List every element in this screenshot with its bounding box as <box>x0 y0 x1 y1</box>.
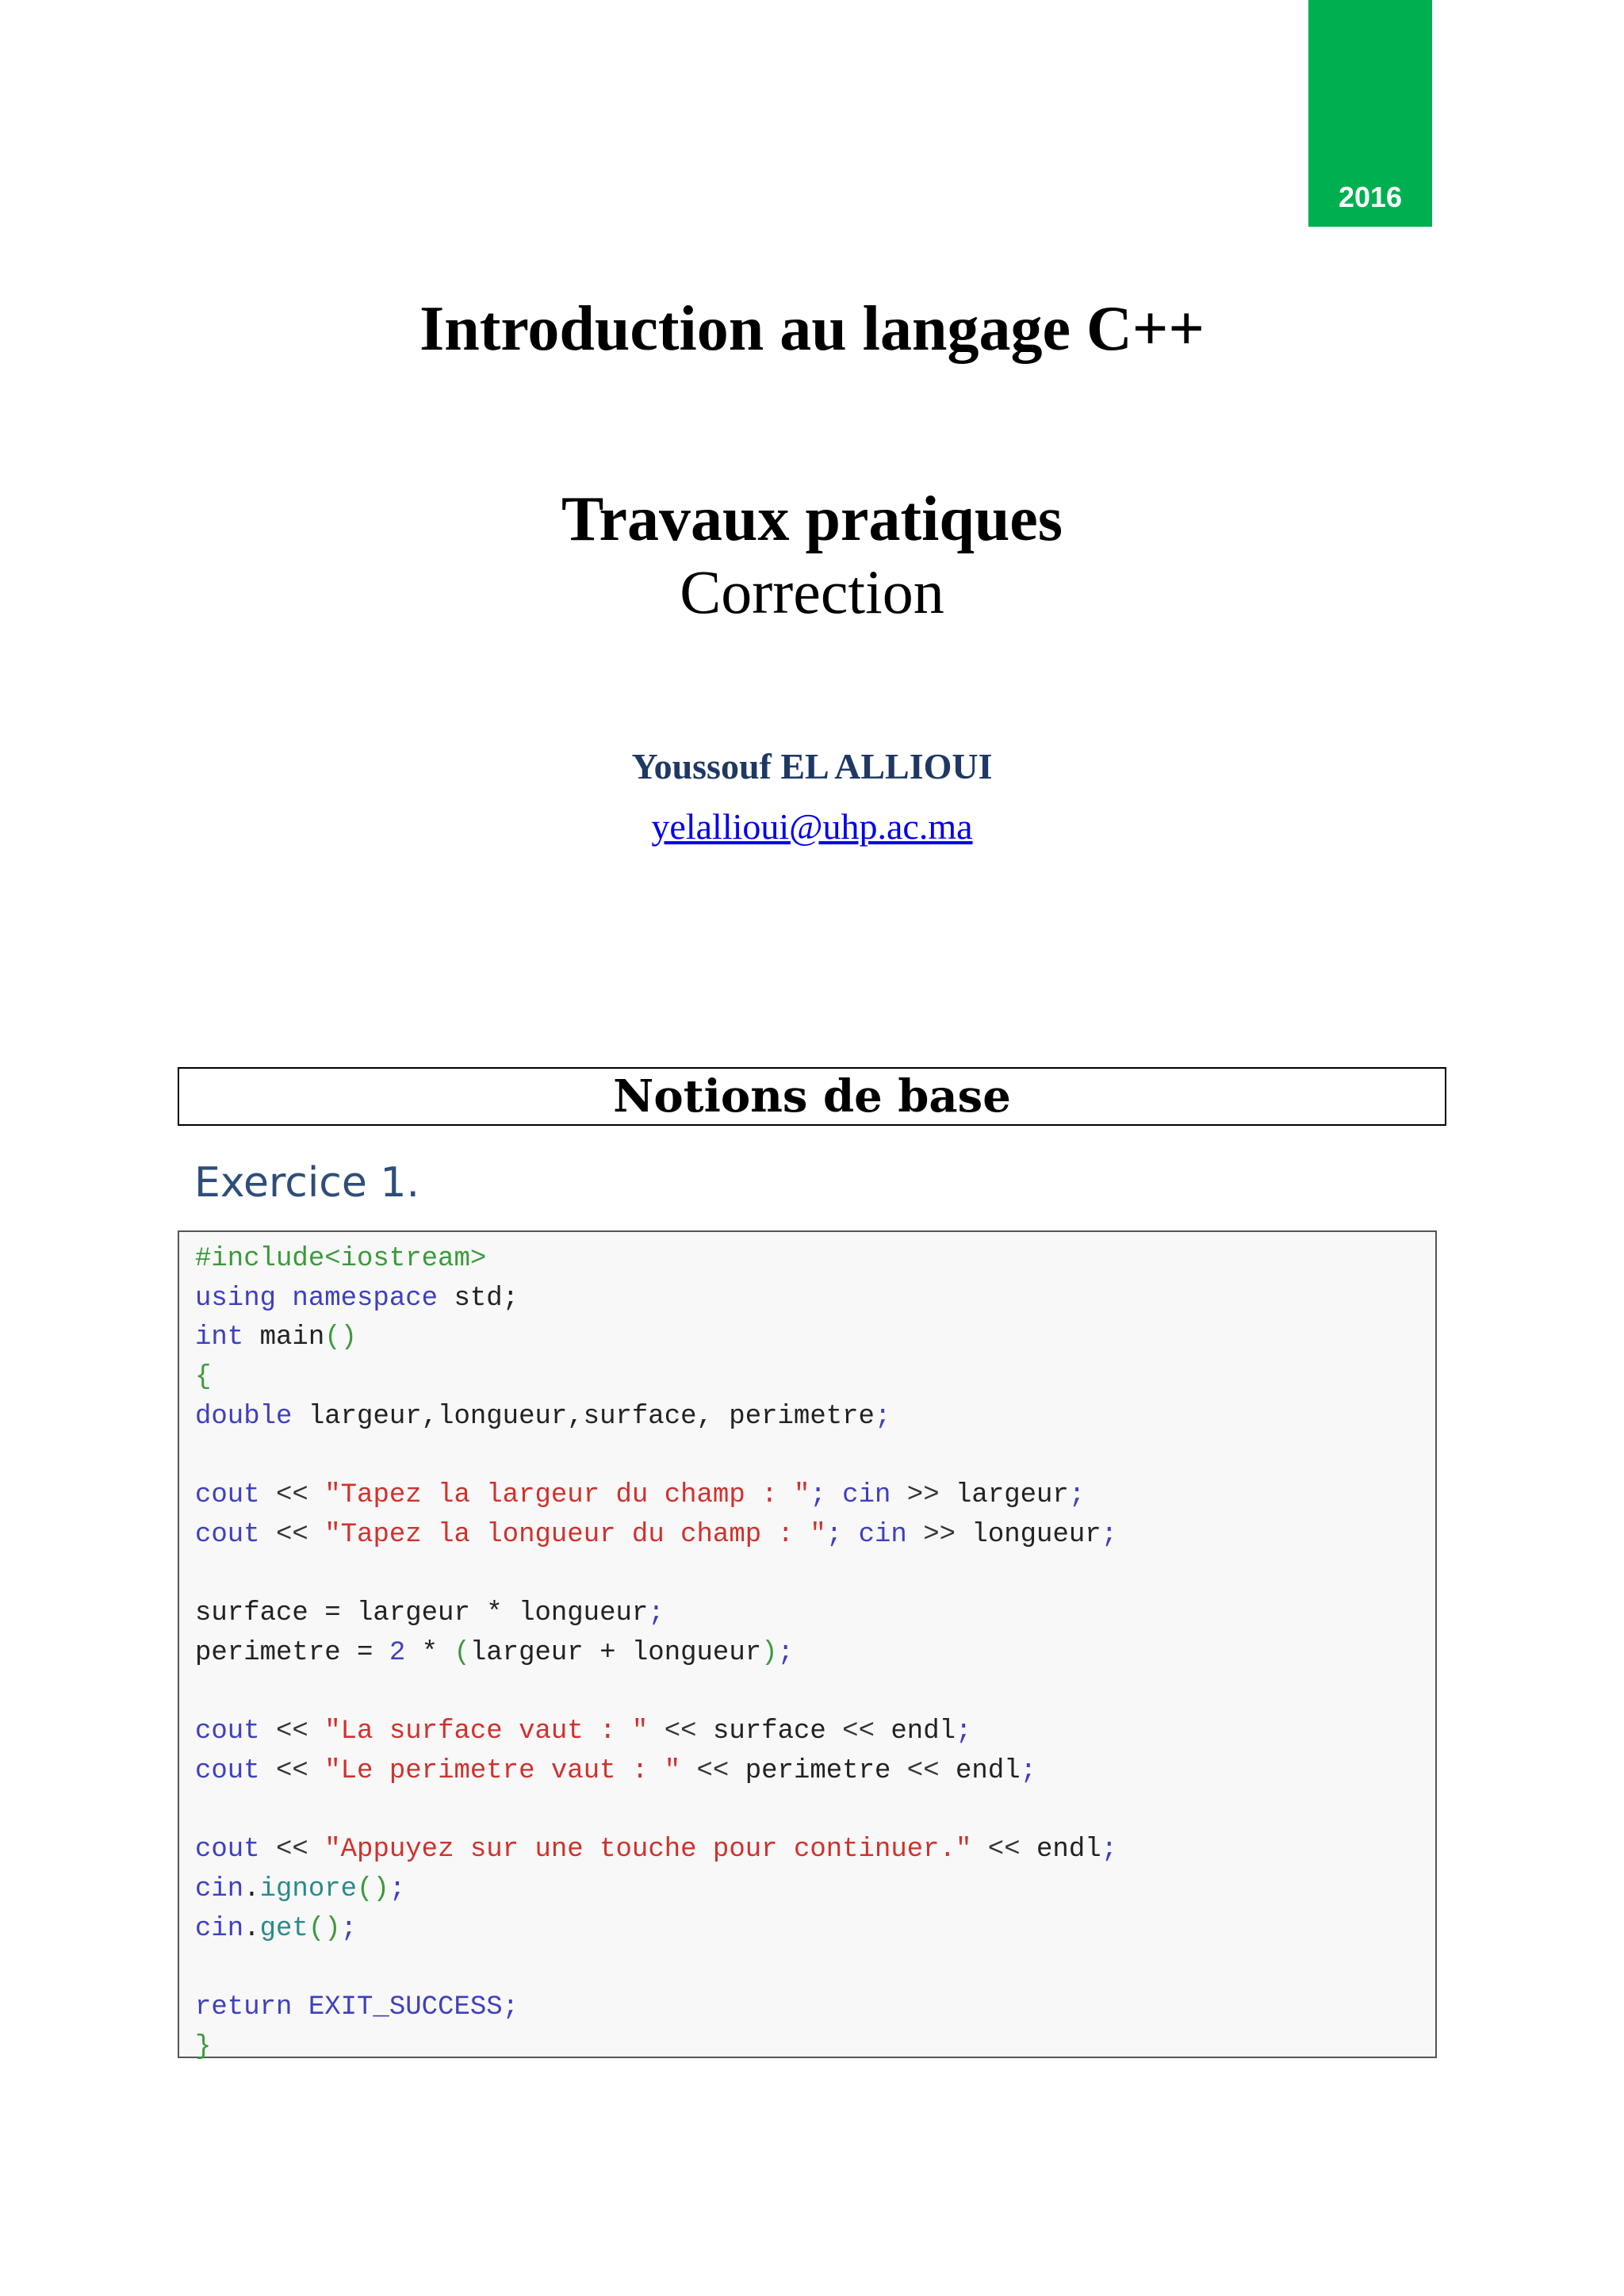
code-token: ignore <box>259 1874 358 1904</box>
code-token: ; <box>389 1874 406 1904</box>
code-token: 2 <box>389 1637 406 1668</box>
author-name: Youssouf EL ALLIOUI <box>631 746 993 786</box>
code-token: cout <box>195 1716 260 1747</box>
code-token: #include<iostream> <box>195 1244 487 1274</box>
code-token: << <box>259 1755 325 1786</box>
code-token: std; <box>438 1283 519 1314</box>
code-line <box>195 1988 1419 2028</box>
code-token: << <box>680 1755 745 1786</box>
code-token: cin <box>842 1480 891 1511</box>
code-token: get <box>259 1913 308 1944</box>
code-token: main <box>243 1322 325 1353</box>
code-token: largeur <box>956 1480 1069 1511</box>
code-line <box>195 1634 1419 1674</box>
code-line-blank <box>195 1556 1419 1595</box>
code-token: << <box>971 1835 1037 1866</box>
code-token: << <box>259 1716 325 1747</box>
code-token: } <box>195 2031 212 2062</box>
code-token: cout <box>195 1755 260 1786</box>
code-token: << <box>891 1755 956 1786</box>
code-token: endl <box>956 1755 1021 1786</box>
code-token: "Le perimetre vaut : " <box>324 1755 681 1786</box>
exercise-title: Exercice 1. <box>194 1159 420 1207</box>
code-token: cout <box>195 1480 260 1511</box>
code-line <box>195 1831 1419 1870</box>
code-block <box>178 1230 1437 2062</box>
code-token: >> <box>906 1519 972 1550</box>
code-token: surface <box>712 1716 826 1747</box>
code-token: ; <box>874 1401 891 1432</box>
document-title: Introduction au langage C++ <box>419 294 1205 364</box>
code-token: ; <box>810 1480 826 1511</box>
code-token: ; <box>502 1992 519 2023</box>
code-line-blank <box>195 1437 1419 1476</box>
code-token: return EXIT_SUCCESS <box>195 1992 503 2023</box>
code-line <box>195 1516 1419 1556</box>
code-token: ; <box>956 1716 972 1747</box>
code-line <box>195 1752 1419 1792</box>
code-token: surface = largeur * longueur <box>195 1598 649 1629</box>
code-token: ; <box>777 1637 794 1668</box>
code-token: double <box>195 1401 293 1432</box>
year-tab <box>1308 0 1432 227</box>
code-token: ) <box>761 1637 778 1668</box>
code-token: . <box>243 1913 260 1944</box>
code-token: * <box>405 1637 454 1668</box>
code-line <box>195 1712 1419 1752</box>
section-title: Notions de base <box>613 1070 1011 1123</box>
code-token: << <box>648 1716 713 1747</box>
code-token: . <box>243 1874 260 1904</box>
code-line <box>195 1398 1419 1437</box>
document-subtitle: Travaux pratiques <box>561 484 1063 554</box>
code-token: "La surface vaut : " <box>324 1716 649 1747</box>
code-line-blank <box>195 1792 1419 1831</box>
code-line <box>195 1280 1419 1319</box>
code-token: "Tapez la largeur du champ : " <box>324 1480 810 1511</box>
code-token: ; <box>648 1598 665 1629</box>
year-label: 2016 <box>1338 181 1403 213</box>
code-token: cin <box>195 1913 244 1944</box>
code-line <box>195 1870 1419 1910</box>
code-line <box>195 1318 1419 1358</box>
code-line-blank <box>195 1674 1419 1713</box>
code-token: "Tapez la longueur du champ : " <box>324 1519 826 1550</box>
code-token: longueur <box>971 1519 1101 1550</box>
author-email-link[interactable]: yelallioui@uhp.ac.ma <box>651 806 973 847</box>
code-token: ; <box>1020 1755 1037 1786</box>
code-token: endl <box>1036 1835 1101 1866</box>
code-token: () <box>324 1322 358 1353</box>
code-line <box>195 2028 1419 2068</box>
code-line <box>195 1594 1419 1634</box>
code-token: int <box>195 1322 244 1353</box>
code-token: perimetre <box>745 1755 891 1786</box>
code-token: << <box>259 1480 325 1511</box>
code-token: using namespace <box>195 1283 439 1314</box>
code-token: largeur + longueur <box>469 1637 762 1668</box>
code-token: cin <box>858 1519 907 1550</box>
code-token: cin <box>195 1874 244 1904</box>
code-line-blank <box>195 1949 1419 1988</box>
code-line <box>195 1240 1419 1280</box>
code-token: perimetre = <box>195 1637 389 1668</box>
code-token: largeur,longueur,surface, perimetre <box>292 1401 875 1432</box>
code-token: () <box>357 1874 389 1904</box>
code-token: ; <box>1101 1835 1118 1866</box>
code-line <box>195 1910 1419 1950</box>
code-token: >> <box>891 1480 956 1511</box>
code-token: ; <box>1101 1519 1118 1550</box>
code-token: cout <box>195 1519 260 1550</box>
code-line <box>195 1476 1419 1516</box>
code-token: << <box>825 1716 891 1747</box>
code-token: ( <box>454 1637 470 1668</box>
code-token: { <box>195 1362 212 1393</box>
document-subtitle-correction: Correction <box>680 557 944 626</box>
code-token: ; <box>1068 1480 1086 1511</box>
code-token: << <box>259 1835 325 1866</box>
section-heading-box <box>178 1067 1446 1126</box>
code-token: ; <box>340 1913 358 1944</box>
code-token: "Appuyez sur une touche pour continuer." <box>324 1835 972 1866</box>
code-token: endl <box>891 1716 956 1747</box>
code-token: () <box>308 1913 341 1944</box>
code-token: ; <box>825 1519 843 1550</box>
code-token: << <box>259 1519 325 1550</box>
code-token: cout <box>195 1835 260 1866</box>
code-line <box>195 1358 1419 1398</box>
